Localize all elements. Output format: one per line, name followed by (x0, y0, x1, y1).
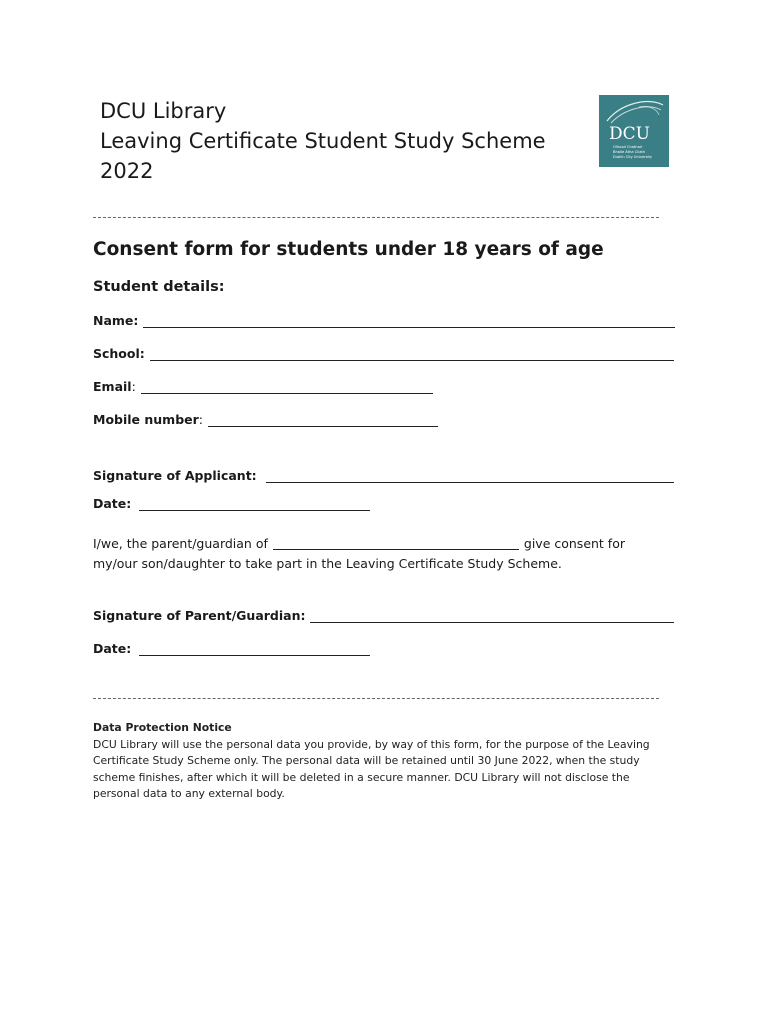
svg-text:Ollscoil Chathair: Ollscoil Chathair (613, 145, 643, 149)
name-row (93, 310, 675, 328)
email-field[interactable] (141, 379, 433, 394)
divider-top (93, 217, 659, 218)
school-label: School: (93, 346, 145, 361)
school-row (93, 343, 674, 361)
date-field[interactable] (139, 496, 370, 511)
consent-statement (93, 534, 653, 574)
date2-row (93, 638, 370, 656)
data-protection-notice (93, 720, 668, 803)
title-line-3: 2022 (100, 159, 154, 183)
signature-applicant-label: Signature of Applicant: (93, 468, 257, 483)
signature-applicant-row (93, 465, 674, 483)
svg-text:DCU: DCU (609, 124, 650, 144)
date2-field[interactable] (139, 641, 370, 656)
school-field[interactable] (150, 346, 674, 361)
title-line-2: Leaving Certificate Student Study Scheme (100, 129, 546, 153)
name-label: Name: (93, 313, 139, 328)
signature-parent-label: Signature of Parent/Guardian: (93, 608, 306, 623)
form-heading: Consent form for students under 18 years of age (93, 239, 604, 260)
signature-applicant-field[interactable] (266, 468, 674, 483)
mobile-label: Mobile number: (93, 412, 204, 427)
svg-text:Dublin City University: Dublin City University (613, 155, 653, 159)
consent-text-1: I/we, the parent/guardian of (93, 536, 268, 551)
notice-body: DCU Library will use the personal data you provide, by way of this form, for the purpose of the Leaving Certificate Study Scheme only. The personal data will be retained until 30 June 2022, when the study scheme finishes, after which it will be deleted in a secure manner. DCU Library will not disclose the personal data to any external body. (93, 737, 650, 800)
date-label: Date: (93, 496, 132, 511)
consent-text-3: my/our son/daughter to take part in the Leaving Certificate Study Scheme. (93, 556, 562, 571)
notice-title: Data Protection Notice (93, 721, 232, 734)
email-label: Email: (93, 379, 136, 394)
consent-text-2: give consent for (523, 536, 625, 551)
student-details-label: Student details: (93, 279, 225, 295)
document-title (100, 96, 580, 186)
title-line-1: DCU Library (100, 99, 227, 123)
signature-parent-row (93, 605, 674, 623)
dcu-logo (599, 95, 669, 167)
student-name-field[interactable] (273, 535, 519, 550)
mobile-row (93, 409, 438, 427)
svg-text:Bhaile Átha Cliath: Bhaile Átha Cliath (613, 150, 646, 154)
email-row (93, 376, 433, 394)
date-row (93, 493, 370, 511)
signature-parent-field[interactable] (310, 608, 674, 623)
divider-bottom (93, 698, 659, 699)
date2-label: Date: (93, 641, 132, 656)
name-field[interactable] (143, 313, 675, 328)
mobile-field[interactable] (208, 412, 438, 427)
